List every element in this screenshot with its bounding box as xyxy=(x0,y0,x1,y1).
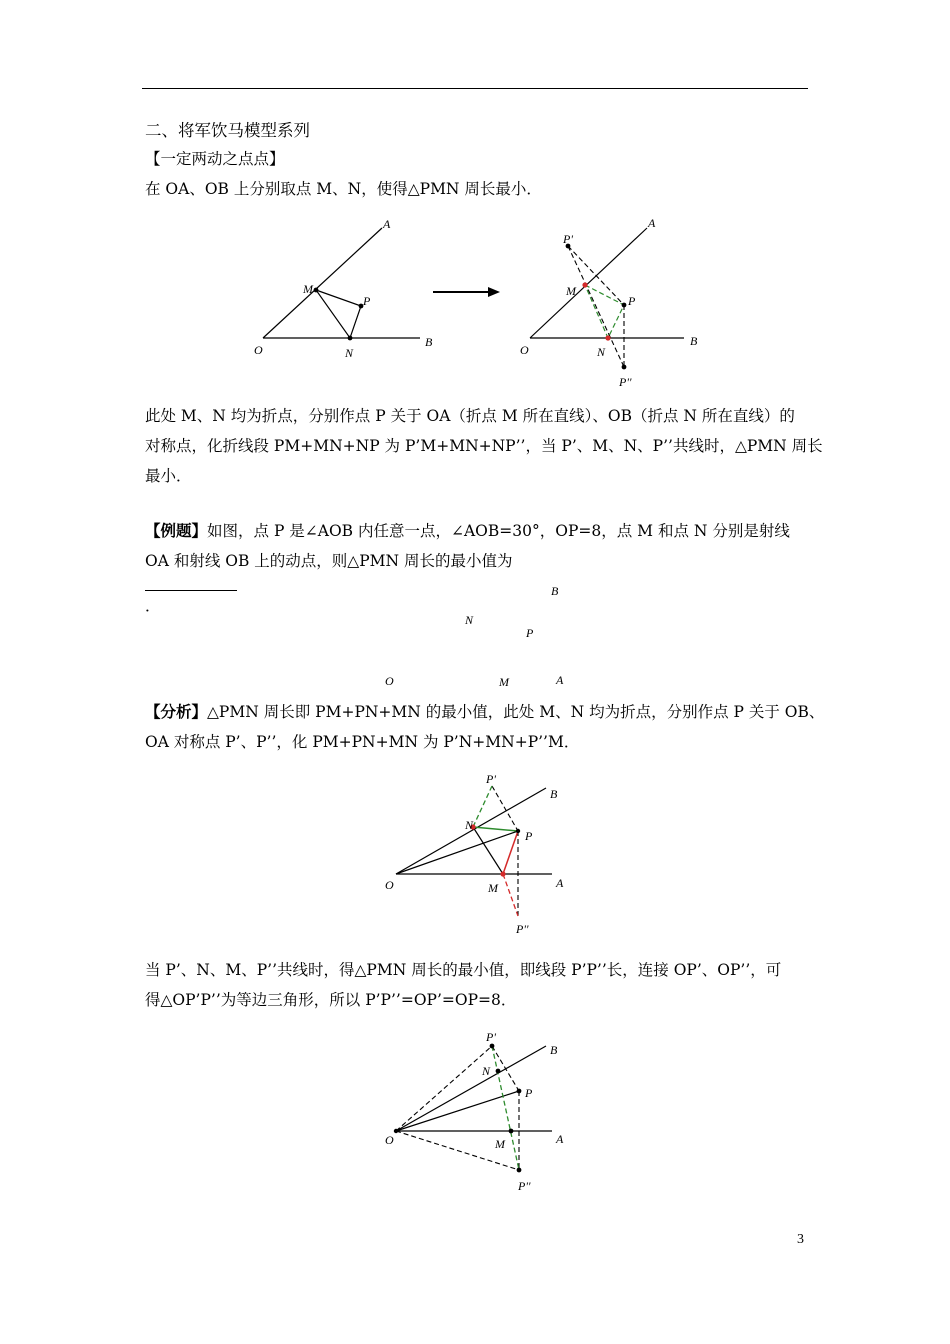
label-p-2: P xyxy=(628,294,636,308)
label-a: A xyxy=(383,217,391,231)
label-a: A xyxy=(556,673,564,687)
figure-1 xyxy=(250,215,730,395)
label-p2: P'' xyxy=(518,1179,531,1193)
label-b: B xyxy=(550,787,558,801)
explanation-paragraph xyxy=(145,401,823,491)
label-n: N xyxy=(465,818,474,832)
label-p1: P' xyxy=(563,232,573,246)
label-p: P xyxy=(363,294,371,308)
explanation-line: 此处 M、N 均为折点，分别作点 P 关于 OA（折点 M 所在直线）、OB（折点 N 所在直线）的 xyxy=(145,407,795,425)
dash-m-p2-red xyxy=(503,874,518,916)
point-p xyxy=(516,829,520,833)
dash-p1-p xyxy=(492,786,518,831)
dash-p1-p xyxy=(568,246,624,305)
triangle-pmn-green xyxy=(585,285,624,338)
example-line: OA 和射线 OB 上的动点，则△PMN 周长的最小值为 xyxy=(145,552,513,570)
segment-pm-red xyxy=(503,831,518,874)
ray-ob xyxy=(396,1046,546,1131)
point-n-2 xyxy=(605,335,610,340)
figure-1-right xyxy=(520,216,698,389)
point-n xyxy=(496,1069,501,1074)
label-p: P xyxy=(525,829,533,843)
label-o: O xyxy=(385,1133,394,1147)
label-m: M xyxy=(303,282,313,296)
point-n xyxy=(348,336,353,341)
point-m-2 xyxy=(582,282,587,287)
point-o xyxy=(394,1129,398,1133)
point-m xyxy=(509,1129,514,1134)
label-n: N xyxy=(465,613,474,627)
explanation-line: 对称点，化折线段 PM+MN+NP 为 P’M+MN+NP’’，当 P’、M、N、P’’共线时，△PMN 周长 xyxy=(145,437,823,455)
point-m xyxy=(500,871,505,876)
subsection-title: 【一定两动之点点】 xyxy=(145,150,285,168)
label-m: M xyxy=(495,1137,505,1151)
label-a: A xyxy=(556,876,564,890)
point-p1 xyxy=(490,1044,495,1049)
example-suffix: ． xyxy=(145,597,161,615)
label-o: O xyxy=(385,878,394,892)
explanation-line: 最小． xyxy=(145,467,192,485)
point-p xyxy=(517,1089,522,1094)
label-o-2: O xyxy=(520,343,529,357)
label-b: B xyxy=(425,335,433,349)
segment-nm xyxy=(473,827,503,874)
analysis-tag: 【分析】 xyxy=(145,702,208,721)
header-rule xyxy=(142,88,808,89)
point-p2 xyxy=(622,365,627,370)
label-p2: P'' xyxy=(619,375,632,389)
arrow-right xyxy=(433,287,500,297)
answer-blank[interactable] xyxy=(145,576,237,591)
label-b-2: B xyxy=(690,334,698,348)
label-p2: P'' xyxy=(516,922,529,936)
label-o: O xyxy=(385,674,394,688)
conclusion-paragraph xyxy=(145,955,810,1015)
dash-op1 xyxy=(396,1046,492,1131)
analysis-line: OA 对称点 P’、P’’，化 PM+PN+MN 为 P’N+MN+P’’M． xyxy=(145,733,580,751)
label-p1: P' xyxy=(486,1030,496,1044)
label-a-2: A xyxy=(648,216,656,230)
segment-op xyxy=(396,831,518,874)
dash-p1-p2-green xyxy=(492,1046,519,1170)
figure-1-left xyxy=(254,217,433,360)
figure-4 xyxy=(380,1030,580,1200)
figure-3 xyxy=(380,770,580,940)
analysis-line: △PMN 周长即 PM+PN+MN 的最小值，此处 M、N 均为折点，分别作点 P 关于 OB、 xyxy=(207,703,825,721)
page-number: 3 xyxy=(797,1232,804,1247)
label-n: N xyxy=(345,346,354,360)
point-p2 xyxy=(517,1168,522,1173)
conclusion-line: 得△OP’P’’为等边三角形，所以 P’P’’=OP’=OP=8． xyxy=(145,991,517,1009)
label-p: P xyxy=(525,1086,533,1100)
label-n: N xyxy=(482,1064,491,1078)
segment-np-green xyxy=(473,827,518,831)
example-tag: 【例题】 xyxy=(145,521,208,540)
dash-p1-p2 xyxy=(568,246,624,367)
conclusion-line: 当 P’、N、M、P’’共线时，得△PMN 周长的最小值，即线段 P’P’’长，连接 OP’、OP’’，可 xyxy=(145,961,782,979)
label-n-2: N xyxy=(597,345,606,359)
label-o: O xyxy=(254,343,263,357)
label-a: A xyxy=(556,1132,564,1146)
label-p: P xyxy=(526,626,534,640)
figure-2-labels xyxy=(380,580,580,695)
intro-text: 在 OA、OB 上分别取点 M、N，使得△PMN 周长最小． xyxy=(145,180,542,198)
section-title: 二、将军饮马模型系列 xyxy=(145,121,310,140)
ray-oa xyxy=(263,228,382,338)
dash-p1-p xyxy=(492,1046,519,1091)
label-m-2: M xyxy=(566,284,576,298)
triangle-pmn xyxy=(316,290,361,338)
label-b: B xyxy=(550,1043,558,1057)
segment-op xyxy=(396,1091,519,1131)
point-m xyxy=(314,288,319,293)
ray-oa-2 xyxy=(530,228,647,338)
label-m: M xyxy=(488,881,498,895)
analysis-paragraph xyxy=(145,697,825,757)
label-m: M xyxy=(499,675,509,689)
point-p-2 xyxy=(622,303,627,308)
label-p1: P' xyxy=(486,772,496,786)
example-line: 如图，点 P 是∠AOB 内任意一点，∠AOB=30°，OP=8，点 M 和点 N 分别是射线 xyxy=(207,522,790,540)
label-b: B xyxy=(551,584,559,598)
